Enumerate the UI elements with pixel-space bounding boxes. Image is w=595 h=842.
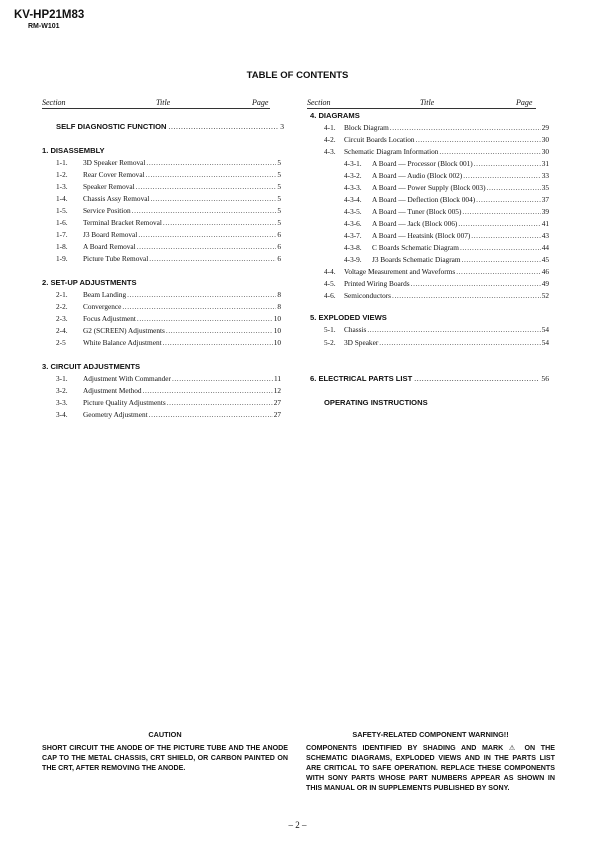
toc-entry-title: A Board — Tuner (Block 005) <box>372 207 462 216</box>
leader-dots <box>414 374 539 383</box>
toc-entry-title: A Board — Processor (Block 001) <box>372 159 473 168</box>
section-heading-circuit: 3. CIRCUIT ADJUSTMENTS <box>42 362 141 371</box>
toc-entry-number: 2-1. <box>56 290 68 299</box>
toc-entry-number: 4-3. <box>324 147 336 156</box>
toc-entry-number: 3-4. <box>56 410 68 419</box>
toc-entry-page: 29 <box>541 123 549 132</box>
leader-dots <box>392 291 541 300</box>
toc-entry-number: 5-2. <box>324 338 336 347</box>
toc-entry-title: Terminal Bracket Removal <box>83 218 162 227</box>
toc-entry[interactable] <box>324 291 549 302</box>
toc-entry-title: Beam Landing <box>83 290 127 299</box>
toc-entry[interactable] <box>56 158 281 169</box>
safety-text-start: COMPONENTS IDENTIFIED BY SHADING AND MARK <box>306 744 504 752</box>
toc-entry-title: White Balance Adjustment <box>83 338 162 347</box>
toc-entry[interactable] <box>56 410 281 421</box>
toc-entry-title: A Board Removal <box>83 242 136 251</box>
toc-entry-number: 4-3-8. <box>344 243 362 252</box>
toc-entry[interactable] <box>56 182 281 193</box>
page-title: TABLE OF CONTENTS <box>246 70 349 81</box>
toc-entry-page: 12 <box>273 386 281 395</box>
leader-dots <box>163 338 273 347</box>
toc-entry-title: Circuit Boards Location <box>344 135 415 144</box>
toc-entry-number: 3-2. <box>56 386 68 395</box>
leader-dots <box>487 183 541 192</box>
leader-dots <box>476 195 541 204</box>
leader-dots <box>122 302 276 311</box>
toc-entry-page: 37 <box>541 195 549 204</box>
toc-entry-title: Picture Quality Adjustments <box>83 398 166 407</box>
toc-entry-page: 5 <box>277 218 281 227</box>
toc-entry-title: A Board — Power Supply (Block 003) <box>372 183 486 192</box>
toc-entry-title: J3 Boards Schematic Diagram <box>372 255 461 264</box>
remote-model: RM-W101 <box>28 23 60 30</box>
leader-dots <box>163 218 276 227</box>
toc-entry-number: 2-5 <box>56 338 66 347</box>
toc-entry-page: 49 <box>541 279 549 288</box>
leader-dots <box>138 230 276 239</box>
leader-dots <box>127 290 276 299</box>
leader-dots <box>136 182 277 191</box>
toc-entry-title: Chassis Assy Removal <box>83 194 150 203</box>
toc-entry[interactable] <box>56 302 281 313</box>
toc-entry[interactable] <box>56 338 281 349</box>
toc-entry-page: 27 <box>273 398 281 407</box>
col-section-label-right: Section <box>307 98 331 107</box>
toc-entry-title: Adjustment With Commander <box>83 374 171 383</box>
toc-entry[interactable] <box>344 243 549 254</box>
toc-entry-page: 45 <box>541 255 549 264</box>
toc-entry[interactable] <box>344 219 549 230</box>
col-title-label: Title <box>156 98 171 107</box>
toc-entry-page: 31 <box>541 159 549 168</box>
toc-entry-page: 5 <box>277 158 281 167</box>
toc-entry-page: 5 <box>277 194 281 203</box>
toc-entry-number: 4-6. <box>324 291 336 300</box>
toc-entry-title: A Board — Deflection (Block 004) <box>372 195 476 204</box>
toc-entry-page: 6 <box>277 254 281 263</box>
toc-entry[interactable] <box>324 123 549 134</box>
toc-entry[interactable] <box>324 135 549 146</box>
toc-entry-title: 3D Speaker Removal <box>83 158 146 167</box>
toc-entry-title: 6. ELECTRICAL PARTS LIST <box>310 374 413 383</box>
toc-entry-title: Chassis <box>344 325 367 334</box>
leader-dots <box>456 267 541 276</box>
leader-dots <box>379 338 540 347</box>
toc-entry-title: A Board — Jack (Block 006) <box>372 219 458 228</box>
toc-entry-page: 11 <box>273 374 281 383</box>
col-page-label-right: Page <box>516 98 533 107</box>
toc-entry-number: 1-4. <box>56 194 68 203</box>
toc-entry[interactable] <box>344 159 549 170</box>
warning-triangle-icon: ⚠ <box>508 744 519 752</box>
toc-entry-number: 4-3-6. <box>344 219 362 228</box>
toc-entry-title: C Boards Schematic Diagram <box>372 243 459 252</box>
toc-parts-list[interactable] <box>310 374 549 385</box>
toc-entry-page: 35 <box>541 183 549 192</box>
toc-entry[interactable] <box>324 147 549 158</box>
toc-entry-title: Geometry Adjustment <box>83 410 148 419</box>
leader-dots <box>367 325 540 334</box>
toc-entry[interactable] <box>344 171 549 182</box>
toc-entry-title: Rear Cover Removal <box>83 170 145 179</box>
toc-entry-title: Convergence <box>83 302 122 311</box>
leader-dots <box>149 410 273 419</box>
toc-entry[interactable] <box>56 398 281 409</box>
toc-entry-page: 30 <box>541 135 549 144</box>
toc-entry[interactable] <box>324 325 549 336</box>
toc-entry-number: 4-1. <box>324 123 336 132</box>
toc-entry-number: 4-4. <box>324 267 336 276</box>
toc-entry-title: Service Position <box>83 206 131 215</box>
toc-entry-number: 1-9. <box>56 254 68 263</box>
toc-entry-page: 5 <box>277 170 281 179</box>
col-page-label: Page <box>252 98 269 107</box>
leader-dots <box>149 254 276 263</box>
toc-entry-page: 3 <box>280 122 284 131</box>
section-heading-disassembly: 1. DISASSEMBLY <box>42 146 105 155</box>
toc-entry[interactable] <box>344 207 549 218</box>
leader-dots <box>166 326 273 335</box>
toc-entry[interactable] <box>56 194 281 205</box>
toc-entry-title: Voltage Measurement and Waveforms <box>344 267 456 276</box>
toc-entry[interactable] <box>56 326 281 337</box>
leader-dots <box>463 171 541 180</box>
caution-heading: CAUTION <box>148 730 182 739</box>
toc-entry-number: 2-2. <box>56 302 68 311</box>
leader-dots <box>151 194 277 203</box>
toc-entry-number: 2-3. <box>56 314 68 323</box>
leader-dots <box>172 374 273 383</box>
toc-entry[interactable] <box>56 230 281 241</box>
toc-entry-number: 4-3-3. <box>344 183 362 192</box>
toc-entry-page: 44 <box>541 243 549 252</box>
toc-entry-number: 2-4. <box>56 326 68 335</box>
toc-entry-title: Focus Adjustment <box>83 314 136 323</box>
toc-entry-page: 6 <box>277 230 281 239</box>
toc-entry-page: 6 <box>277 242 281 251</box>
toc-entry-number: 5-1. <box>324 325 336 334</box>
toc-entry[interactable] <box>56 374 281 385</box>
leader-dots <box>390 123 541 132</box>
leader-dots <box>167 398 273 407</box>
section-heading-setup: 2. SET-UP ADJUSTMENTS <box>42 278 137 287</box>
toc-entry-title: Block Diagram <box>344 123 389 132</box>
toc-entry-number: 4-3-9. <box>344 255 362 264</box>
toc-entry-number: 1-8. <box>56 242 68 251</box>
toc-entry-page: 54 <box>541 325 549 334</box>
leader-dots <box>146 170 277 179</box>
leader-dots <box>146 158 276 167</box>
toc-entry[interactable] <box>56 242 281 253</box>
leader-dots <box>462 255 541 264</box>
toc-entry-title: Picture Tube Removal <box>83 254 149 263</box>
toc-entry[interactable] <box>56 314 281 325</box>
toc-entry-number: 4-3-1. <box>344 159 362 168</box>
toc-entry[interactable] <box>324 279 549 290</box>
toc-entry-page: 5 <box>277 206 281 215</box>
leader-dots <box>439 147 540 156</box>
toc-entry-number: 1-7. <box>56 230 68 239</box>
toc-entry[interactable] <box>344 255 549 266</box>
toc-entry-number: 3-3. <box>56 398 68 407</box>
toc-operating-instructions[interactable]: OPERATING INSTRUCTIONS <box>324 398 428 407</box>
leader-dots <box>460 243 541 252</box>
toc-entry-title: Printed Wiring Boards <box>344 279 410 288</box>
toc-entry-number: 3-1. <box>56 374 68 383</box>
leader-dots <box>474 159 541 168</box>
toc-entry-title: Semiconductors <box>344 291 392 300</box>
toc-entry-page: 52 <box>541 291 549 300</box>
right-header-rule <box>307 108 536 109</box>
toc-entry-number: 4-3-4. <box>344 195 362 204</box>
leader-dots <box>416 135 541 144</box>
leader-dots <box>169 122 279 131</box>
toc-entry-page: 39 <box>541 207 549 216</box>
toc-entry-title: A Board — Heatsink (Block 007) <box>372 231 471 240</box>
toc-entry-title: Schematic Diagram Information <box>344 147 439 156</box>
toc-entry-number: 1-3. <box>56 182 68 191</box>
toc-entry-page: 10 <box>273 326 281 335</box>
toc-entry[interactable] <box>324 338 549 349</box>
toc-entry-page: 56 <box>541 374 549 383</box>
toc-entry[interactable] <box>56 254 281 265</box>
toc-entry[interactable] <box>324 267 549 278</box>
safety-heading: SAFETY-RELATED COMPONENT WARNING!! <box>352 730 509 739</box>
toc-entry[interactable] <box>344 231 549 242</box>
toc-entry[interactable] <box>56 170 281 181</box>
caution-text: SHORT CIRCUIT THE ANODE OF THE PICTURE TUBE AND THE ANODE CAP TO THE METAL CHASSIS, CRT SHIELD, OR CARBON PAINTED ON THE CRT, AFTER REMOVING THE ANODE. <box>42 744 288 772</box>
toc-entry-number: 1-2. <box>56 170 68 179</box>
leader-dots <box>458 219 540 228</box>
page-number: – 2 – <box>288 820 307 830</box>
section-heading-exploded: 5. EXPLODED VIEWS <box>310 313 387 322</box>
toc-entry-title: 3D Speaker <box>344 338 379 347</box>
toc-entry-page: 30 <box>541 147 549 156</box>
toc-entry-number: 4-3-2. <box>344 171 362 180</box>
toc-entry-number: 4-5. <box>324 279 336 288</box>
leader-dots <box>137 242 277 251</box>
toc-entry-number: 4-3-5. <box>344 207 362 216</box>
leader-dots <box>462 207 540 216</box>
section-heading-diagrams: 4. DIAGRAMS <box>310 111 360 120</box>
col-section-label: Section <box>42 98 66 107</box>
toc-entry-page: 41 <box>541 219 549 228</box>
toc-entry-page: 10 <box>273 314 281 323</box>
toc-entry-number: 1-5. <box>56 206 68 215</box>
toc-entry-title: SELF DIAGNOSTIC FUNCTION <box>56 122 167 131</box>
toc-entry-page: 8 <box>277 290 281 299</box>
toc-entry[interactable] <box>56 386 281 397</box>
toc-entry-page: 10 <box>273 338 281 347</box>
toc-entry-number: 1-6. <box>56 218 68 227</box>
toc-entry-page: 8 <box>277 302 281 311</box>
toc-entry-number: 4-3-7. <box>344 231 362 240</box>
col-title-label-right: Title <box>420 98 435 107</box>
toc-entry-page: 27 <box>273 410 281 419</box>
toc-entry-title: Speaker Removal <box>83 182 135 191</box>
toc-entry[interactable] <box>344 183 549 194</box>
toc-entry-title: J3 Board Removal <box>83 230 138 239</box>
toc-entry-title: Adjustment Method <box>83 386 142 395</box>
toc-entry-page: 33 <box>541 171 549 180</box>
toc-entry-page: 5 <box>277 182 281 191</box>
toc-entry-page: 43 <box>541 231 549 240</box>
toc-entry[interactable] <box>56 290 281 301</box>
model-number: KV-HP21M83 <box>14 9 85 21</box>
toc-entry-title: G2 (SCREEN) Adjustments <box>83 326 165 335</box>
leader-dots <box>132 206 277 215</box>
toc-entry[interactable] <box>56 218 281 229</box>
toc-entry-number: 4-2. <box>324 135 336 144</box>
safety-text <box>306 743 555 793</box>
toc-entry-title: A Board — Audio (Block 002) <box>372 171 463 180</box>
leader-dots <box>471 231 540 240</box>
leader-dots <box>411 279 541 288</box>
toc-self-diagnostic[interactable] <box>56 122 284 133</box>
toc-entry-page: 54 <box>541 338 549 347</box>
left-header-rule <box>42 108 270 109</box>
safety-text-end: ON THE SCHEMATIC DIAGRAMS, EXPLODED VIEWS AND IN THE PARTS LIST ARE CRITICAL TO SAFE OPERATION. REPLACE THESE COMPONENTS WITH SONY PARTS WHOSE PART NUMBERS APPEAR AS SHOWN IN THIS MANUAL OR IN SUPPLEMENTS PUBLISHED BY SONY. <box>306 744 555 792</box>
leader-dots <box>143 386 273 395</box>
toc-entry-page: 46 <box>541 267 549 276</box>
leader-dots <box>137 314 273 323</box>
toc-entry[interactable] <box>56 206 281 217</box>
toc-entry[interactable] <box>344 195 549 206</box>
toc-entry-number: 1-1. <box>56 158 68 167</box>
